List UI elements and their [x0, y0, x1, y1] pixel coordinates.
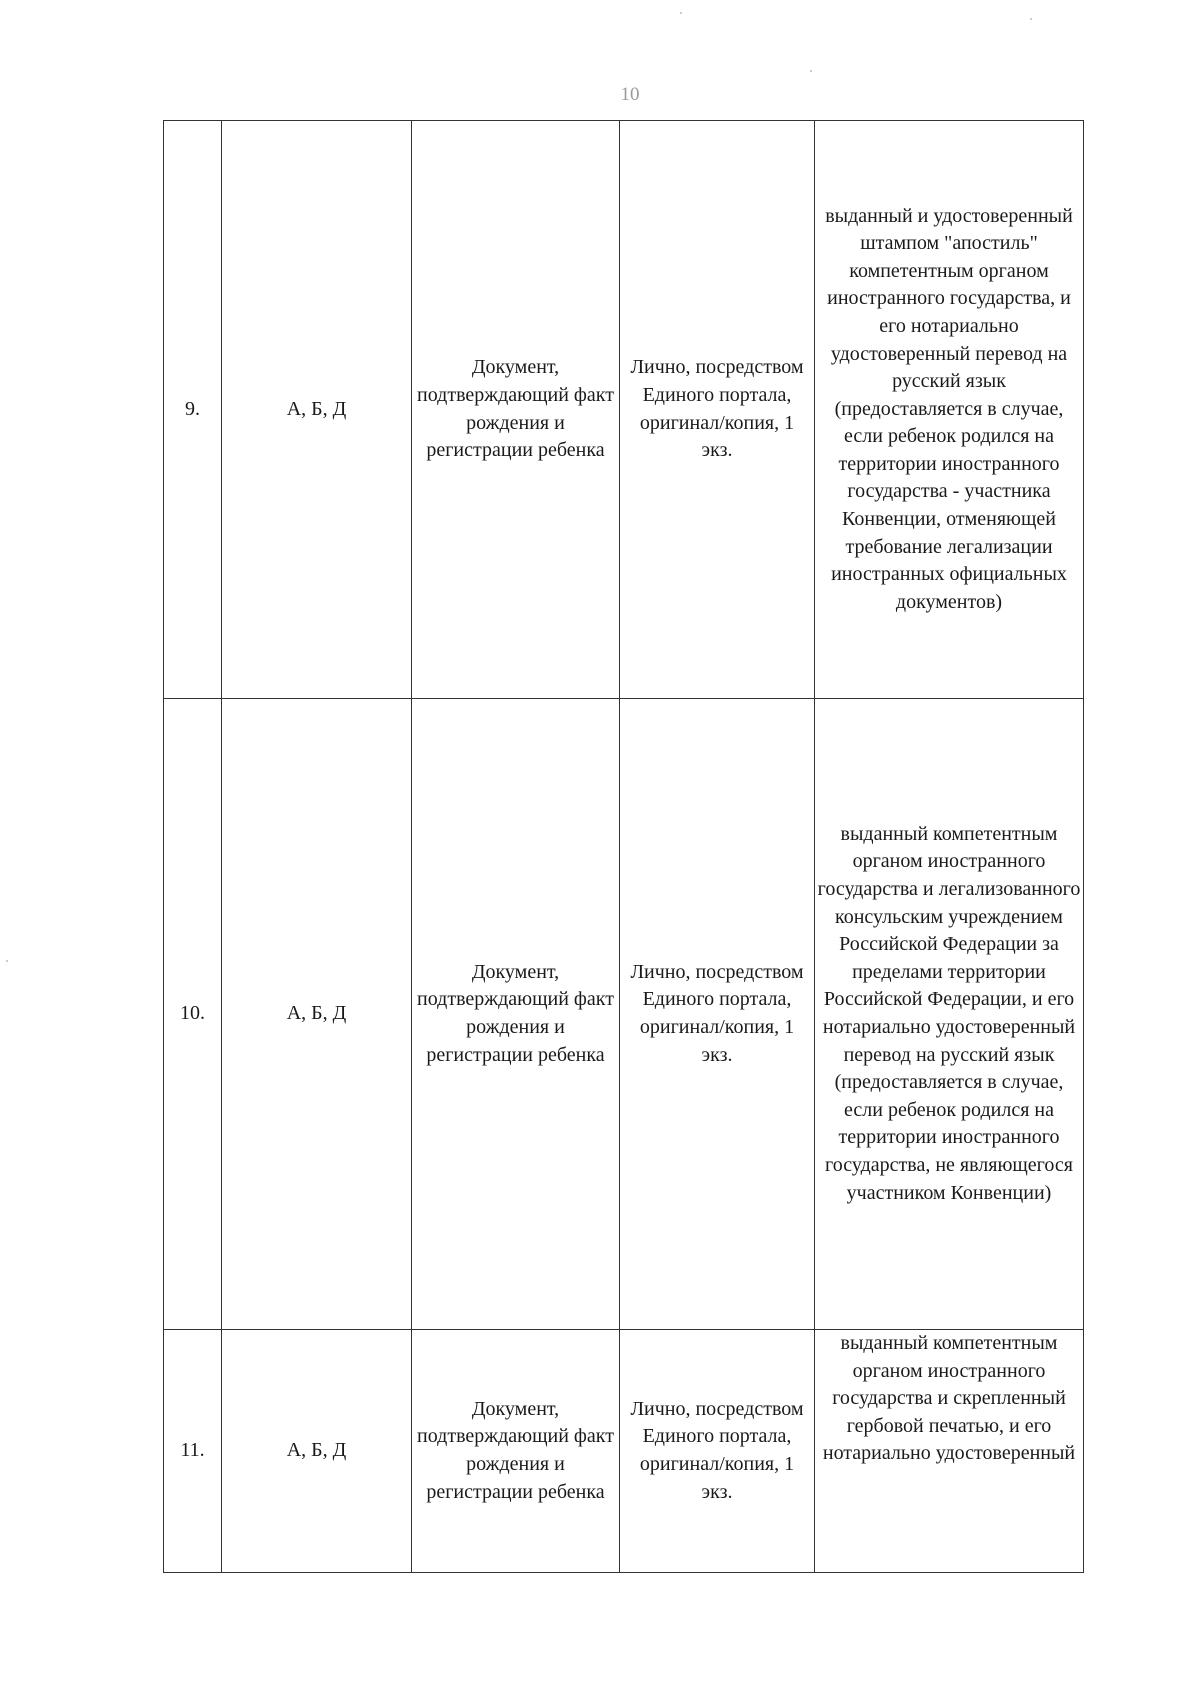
document-requirements: выданный компетентным органом иностранного государства и скрепленный гербовой печатью, и его нотариально удостоверенный: [815, 1330, 1084, 1573]
page-number: 10: [620, 84, 640, 105]
scan-speck: [1030, 18, 1032, 20]
scan-speck: [680, 12, 682, 14]
scan-speck: [6, 960, 8, 962]
scan-speck: [810, 70, 812, 72]
document-name: Документ, подтверждающий факт рождения и регистрации ребенка: [412, 699, 620, 1330]
submission-method: Лично, посредством Единого портала, оригинал/копия, 1 экз.: [620, 699, 815, 1330]
documents-table: [163, 120, 1084, 1573]
document-name: Документ, подтверждающий факт рождения и регистрации ребенка: [412, 121, 620, 699]
table-row: [164, 1330, 1084, 1573]
row-number: 9.: [164, 121, 222, 699]
table-row: [164, 121, 1084, 699]
row-number: 10.: [164, 699, 222, 1330]
document-name: Документ, подтверждающий факт рождения и регистрации ребенка: [412, 1330, 620, 1573]
document-requirements: выданный и удостоверенный штампом "апостиль" компетентным органом иностранного государства, и его нотариально удостоверенный перевод на русский язык (предоставляется в случае, если ребенок родился на территории иностранного государства - участника Конвенции, отменяющей требование легализации иностранных официальных документов): [815, 121, 1084, 699]
document-requirements: выданный компетентным органом иностранного государства и легализованного консульским учреждением Российской Федерации за пределами территории Российской Федерации, и его нотариально удостоверенный перевод на русский язык (предоставляется в случае, если ребенок родился на территории иностранного государства, не являющегося участником Конвенции): [815, 699, 1084, 1330]
table-row: [164, 699, 1084, 1330]
submission-method: Лично, посредством Единого портала, оригинал/копия, 1 экз.: [620, 121, 815, 699]
submission-method: Лично, посредством Единого портала, оригинал/копия, 1 экз.: [620, 1330, 815, 1573]
applicant-categories: А, Б, Д: [222, 1330, 412, 1573]
row-number: 11.: [164, 1330, 222, 1573]
applicant-categories: А, Б, Д: [222, 121, 412, 699]
applicant-categories: А, Б, Д: [222, 699, 412, 1330]
